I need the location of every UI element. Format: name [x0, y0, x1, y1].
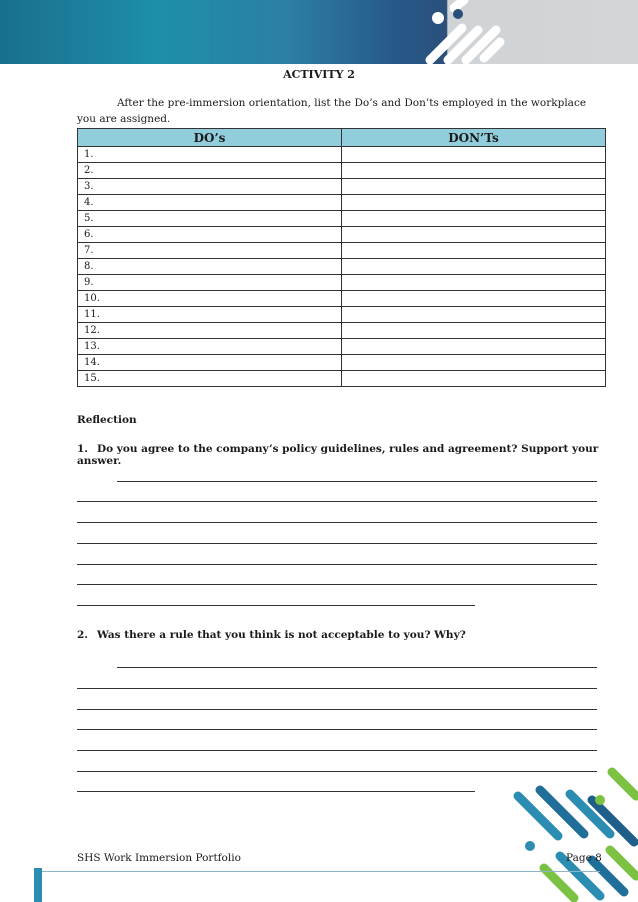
dos-cell[interactable]: 3. [78, 179, 342, 195]
question-number: 1. [77, 443, 88, 455]
answer-line[interactable] [77, 501, 597, 502]
table-body [78, 147, 606, 387]
dos-cell[interactable]: 14. [78, 355, 342, 371]
dos-column-header: DO’s [78, 129, 342, 147]
donts-cell[interactable] [342, 355, 606, 371]
reflection-heading: Reflection [77, 414, 137, 426]
table-row [78, 307, 606, 323]
donts-cell[interactable] [342, 195, 606, 211]
dos-cell[interactable]: 6. [78, 227, 342, 243]
donts-cell[interactable] [342, 147, 606, 163]
answer-line[interactable] [77, 750, 597, 751]
donts-cell[interactable] [342, 259, 606, 275]
question-number: 2. [77, 629, 88, 641]
table-row [78, 227, 606, 243]
question-text: Do you agree to the company’s policy guidelines, rules and agreement? Support your answer. [77, 443, 599, 467]
dos-donts-table [77, 128, 606, 387]
table-row [78, 147, 606, 163]
footer-title: SHS Work Immersion Portfolio [77, 852, 241, 864]
table-row [78, 179, 606, 195]
footer-accent-bar [34, 868, 42, 902]
table-row [78, 323, 606, 339]
dos-cell[interactable]: 5. [78, 211, 342, 227]
footer-divider [40, 871, 600, 872]
answer-line[interactable] [77, 605, 475, 606]
donts-cell[interactable] [342, 371, 606, 387]
donts-cell[interactable] [342, 179, 606, 195]
donts-cell[interactable] [342, 307, 606, 323]
dos-cell[interactable]: 1. [78, 147, 342, 163]
dos-cell[interactable]: 2. [78, 163, 342, 179]
donts-cell[interactable] [342, 211, 606, 227]
dos-cell[interactable]: 13. [78, 339, 342, 355]
table-row [78, 371, 606, 387]
table-row [78, 355, 606, 371]
dos-cell[interactable]: 7. [78, 243, 342, 259]
answer-line[interactable] [77, 709, 597, 710]
activity-title: ACTIVITY 2 [283, 68, 355, 81]
table-row [78, 339, 606, 355]
answer-line[interactable] [77, 584, 597, 585]
table-row [78, 211, 606, 227]
answer-line[interactable] [77, 688, 597, 689]
table-row [78, 275, 606, 291]
dos-cell[interactable]: 4. [78, 195, 342, 211]
answer-line[interactable] [77, 564, 597, 565]
donts-cell[interactable] [342, 291, 606, 307]
page-number: Page 8 [566, 852, 602, 864]
decorative-stripes-graphic [400, 0, 638, 64]
dos-cell[interactable]: 9. [78, 275, 342, 291]
table-row [78, 163, 606, 179]
answer-line[interactable] [77, 522, 597, 523]
donts-cell[interactable] [342, 227, 606, 243]
donts-column-header: DON’Ts [342, 129, 606, 147]
table-row [78, 195, 606, 211]
dos-cell[interactable]: 10. [78, 291, 342, 307]
table-row [78, 291, 606, 307]
dos-cell[interactable]: 8. [78, 259, 342, 275]
table-header-row [78, 129, 606, 147]
dos-cell[interactable]: 11. [78, 307, 342, 323]
instructions-paragraph: After the pre-immersion orientation, list the Do’s and Don’ts employed in the workplace you are assigned. [77, 97, 587, 125]
table-row [78, 243, 606, 259]
question-2 [77, 629, 607, 641]
decorative-corner-graphic [500, 760, 638, 902]
donts-cell[interactable] [342, 323, 606, 339]
donts-cell[interactable] [342, 243, 606, 259]
answer-line[interactable] [117, 481, 597, 482]
donts-cell[interactable] [342, 163, 606, 179]
donts-cell[interactable] [342, 275, 606, 291]
question-text: Was there a rule that you think is not acceptable to you? Why? [97, 629, 466, 641]
answer-line[interactable] [77, 791, 475, 792]
table-row [78, 259, 606, 275]
answer-line[interactable] [77, 729, 597, 730]
answer-line[interactable] [77, 543, 597, 544]
dos-cell[interactable]: 12. [78, 323, 342, 339]
donts-cell[interactable] [342, 339, 606, 355]
question-1 [77, 443, 607, 467]
answer-line[interactable] [117, 667, 597, 668]
dos-cell[interactable]: 15. [78, 371, 342, 387]
